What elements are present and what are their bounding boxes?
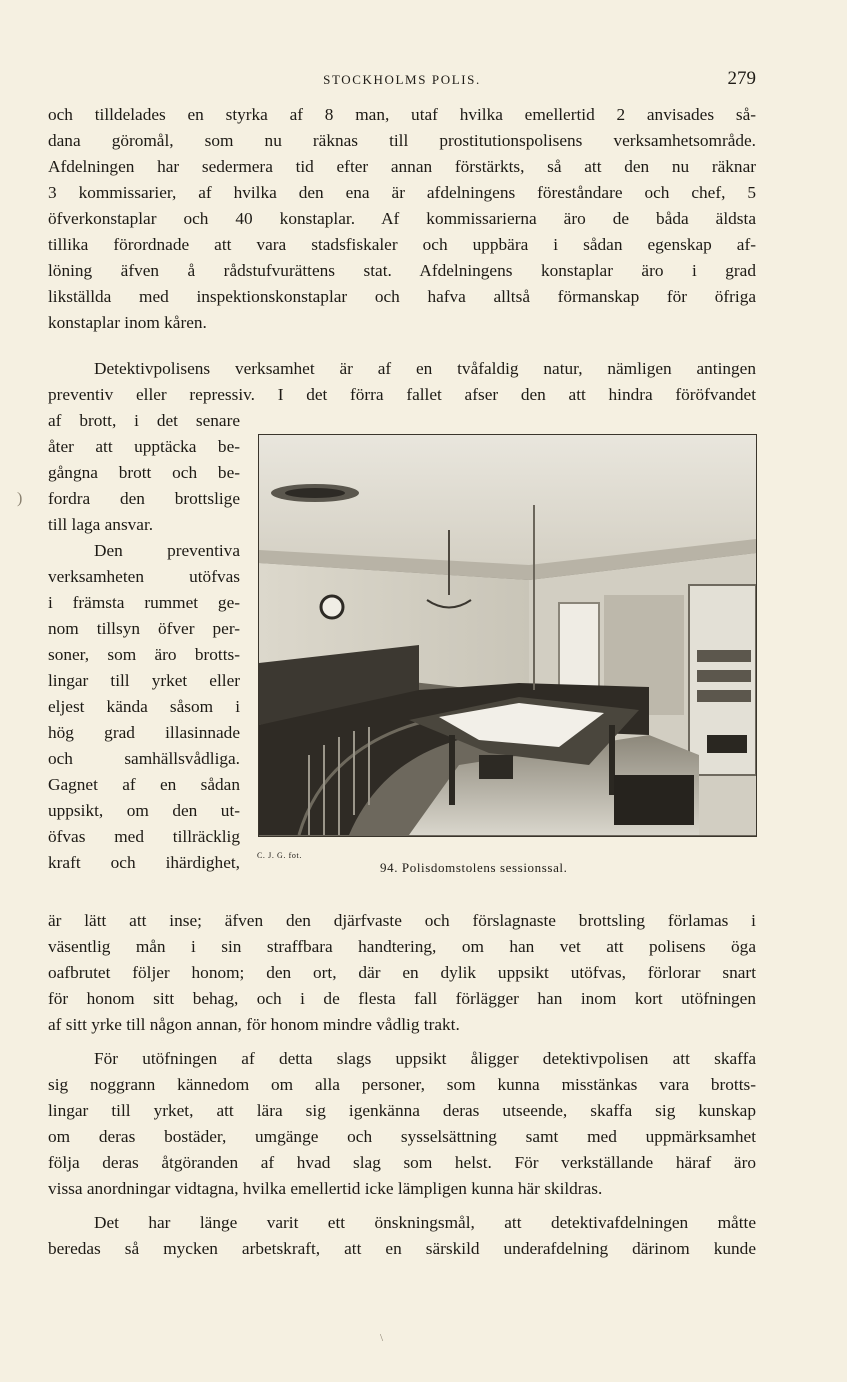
photo-credit: C. J. G. fot.	[257, 851, 302, 860]
stray-mark: \	[380, 1332, 384, 1344]
text-line: för honom sitt behag, och i de flesta fall förlägger han inom kort utöfningen	[48, 989, 756, 1008]
paragraph-5	[48, 1210, 756, 1262]
text-line: öfverkonstaplar och 40 konstaplar. Af kommissarierna äro de båda äldsta	[48, 209, 756, 228]
text-line: dana göromål, som nu räknas till prostitutionspolisens verksamhetsområde.	[48, 131, 756, 150]
text-line: lingar till yrket eller	[48, 671, 240, 690]
text-line: och samhällsvådliga.	[48, 749, 240, 768]
text-line: kraft och ihärdighet,	[48, 853, 240, 872]
text-line: af brott, i det senare	[48, 411, 240, 430]
text-line: Den preventiva	[94, 541, 240, 560]
text-line: är lätt att inse; äfven den djärfvaste och förslagnaste brottsling förlamas i	[48, 911, 756, 930]
page-number: 279	[727, 68, 756, 89]
text-line: lingar till yrket, att lära sig igenkänna deras utseende, skaffa sig kunskap	[48, 1101, 756, 1120]
text-line: För utöfningen af detta slags uppsikt åligger detektivpolisen att skaffa	[94, 1049, 756, 1068]
text-line: nom tillsyn öfver per-	[48, 619, 240, 638]
text-line: Det har länge varit ett önskningsmål, att detektivafdelningen måtte	[94, 1213, 756, 1232]
paragraph-3-wrap	[48, 538, 240, 876]
figure-caption: 94. Polisdomstolens sessionssal.	[380, 860, 568, 875]
text-line: uppsikt, om den ut-	[48, 801, 240, 820]
text-line: verksamheten utöfvas	[48, 567, 240, 586]
text-line: sig noggrann kännedom om alla personer, som kunna misstänkas vara brotts-	[48, 1075, 756, 1094]
courtroom-illustration	[259, 435, 756, 836]
text-line: likställda med inspektionskonstaplar och hafva alltså förmanskap för öfriga	[48, 287, 756, 306]
text-line: eljest kända såsom i	[48, 697, 240, 716]
text-line: 3 kommissarier, af hvilka den ena är afdelningens föreståndare och chef, 5	[48, 183, 756, 202]
text-line: till laga ansvar.	[48, 515, 154, 534]
text-line: vissa anordningar vidtagna, hvilka emellertid icke lämpligen kunna här skildras.	[48, 1179, 603, 1198]
text-line: preventiv eller repressiv. I det förra fallet afser den att hindra föröfvandet	[48, 385, 756, 404]
text-line: öfvas med tillräcklig	[48, 827, 240, 846]
text-line: Afdelningen har sedermera tid efter annan förstärkts, så att den nu räknar	[48, 157, 756, 176]
text-line: i främsta rummet ge-	[48, 593, 240, 612]
text-line: Gagnet af en sådan	[48, 775, 240, 794]
text-line: af sitt yrke till någon annan, för honom mindre vådlig trakt.	[48, 1015, 460, 1034]
courtroom-photograph	[258, 434, 757, 837]
text-line: väsentlig mån i sin straffbara handtering, om han vet att polisens öga	[48, 937, 756, 956]
paragraph-3-continued	[48, 908, 756, 1038]
running-head	[48, 68, 756, 90]
text-line: tillika förordnade att vara stadsfiskaler och uppbära i sådan egenskap af-	[48, 235, 756, 254]
paragraph-2	[48, 356, 756, 408]
paragraph-1	[48, 102, 756, 336]
margin-mark: )	[17, 490, 23, 507]
text-line: om deras bostäder, umgänge och sysselsättning samt med uppmärksamhet	[48, 1127, 756, 1146]
text-line: oafbrutet följer honom; den ort, där en dylik uppsikt utöfvas, förlorar snart	[48, 963, 756, 982]
text-line: löning äfven å rådstufvurättens stat. Afdelningens konstaplar äro i grad	[48, 261, 756, 280]
running-title: STOCKHOLMS POLIS.	[323, 72, 481, 87]
text-line: konstaplar inom kåren.	[48, 313, 207, 332]
text-line: följa deras åtgöranden af hvad slag som helst. För verkställande häraf äro	[48, 1153, 756, 1172]
text-line: beredas så mycken arbetskraft, att en särskild underafdelning därinom kunde	[48, 1239, 756, 1258]
paragraph-2-wrap	[48, 408, 240, 538]
text-line: fordra den brottslige	[48, 489, 240, 508]
text-line: och tilldelades en styrka af 8 man, utaf hvilka emellertid 2 anvisades så-	[48, 105, 756, 124]
text-line: hög grad illasinnade	[48, 723, 240, 742]
text-line: soner, som äro brotts-	[48, 645, 240, 664]
text-line: åter att upptäcka be-	[48, 437, 240, 456]
paragraph-4	[48, 1046, 756, 1202]
text-line: Detektivpolisens verksamhet är af en tvåfaldig natur, nämligen antingen	[94, 359, 756, 378]
text-line: gångna brott och be-	[48, 463, 240, 482]
